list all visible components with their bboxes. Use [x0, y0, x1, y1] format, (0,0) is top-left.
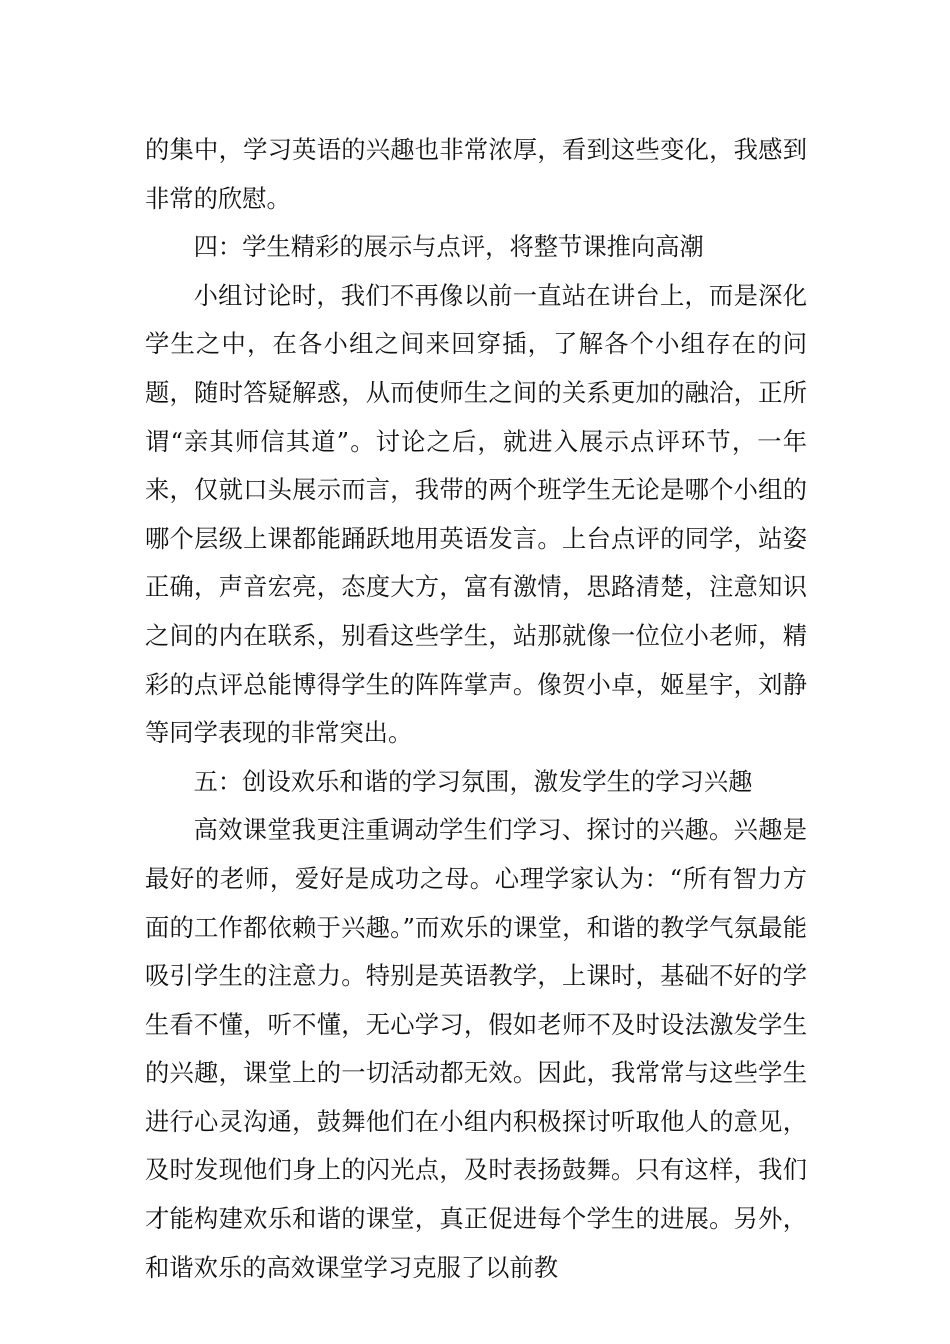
- paragraph-continuation: 的集中，学习英语的兴趣也非常浓厚，看到这些变化，我感到非常的欣慰。: [145, 135, 807, 213]
- section-heading-five: 五：创设欢乐和谐的学习氛围，激发学生的学习兴趣: [193, 766, 753, 796]
- section-heading-four: 四：学生精彩的展示与点评，将整节课推向高潮: [193, 232, 704, 262]
- document-body: [145, 126, 807, 1292]
- paragraph-interest: 高效课堂我更注重调动学生们学习、探讨的兴趣。兴趣是最好的老师，爱好是成功之母。心理学家认为：“所有智力方面的工作都依赖于兴趣。”而欢乐的课堂，和谐的教学气氛最能吸引学生的注意力。特别是英语教学，上课时，基础不好的学生看不懂，听不懂，无心学习，假如老师不及时设法激发学生的兴趣，课堂上的一切活动都无效。因此，我常常与这些学生进行心灵沟通，鼓舞他们在小组内积极探讨听取他人的意见，及时发现他们身上的闪光点，及时表扬鼓舞。只有这样，我们才能构建欢乐和谐的课堂，真正促进每个学生的进展。另外，和谐欢乐的高效课堂学习克服了以前教: [145, 815, 807, 1282]
- paragraph-group-discussion: 小组讨论时，我们不再像以前一直站在讲台上，而是深化学生之中，在各小组之间来回穿插，了解各个小组存在的问题，随时答疑解惑，从而使师生之间的关系更加的融洽，正所谓“亲其师信其道”。讨论之后，就进入展示点评环节，一年来，仅就口头展示而言，我带的两个班学生无论是哪个小组的哪个层级上课都能踊跃地用英语发言。上台点评的同学，站姿正确，声音宏亮，态度大方，富有激情，思路清楚，注意知识之间的内在联系，别看这些学生，站那就像一位位小老师，精彩的点评总能博得学生的阵阵掌声。像贺小卓，姬星宇，刘静等同学表现的非常突出。: [145, 280, 807, 748]
